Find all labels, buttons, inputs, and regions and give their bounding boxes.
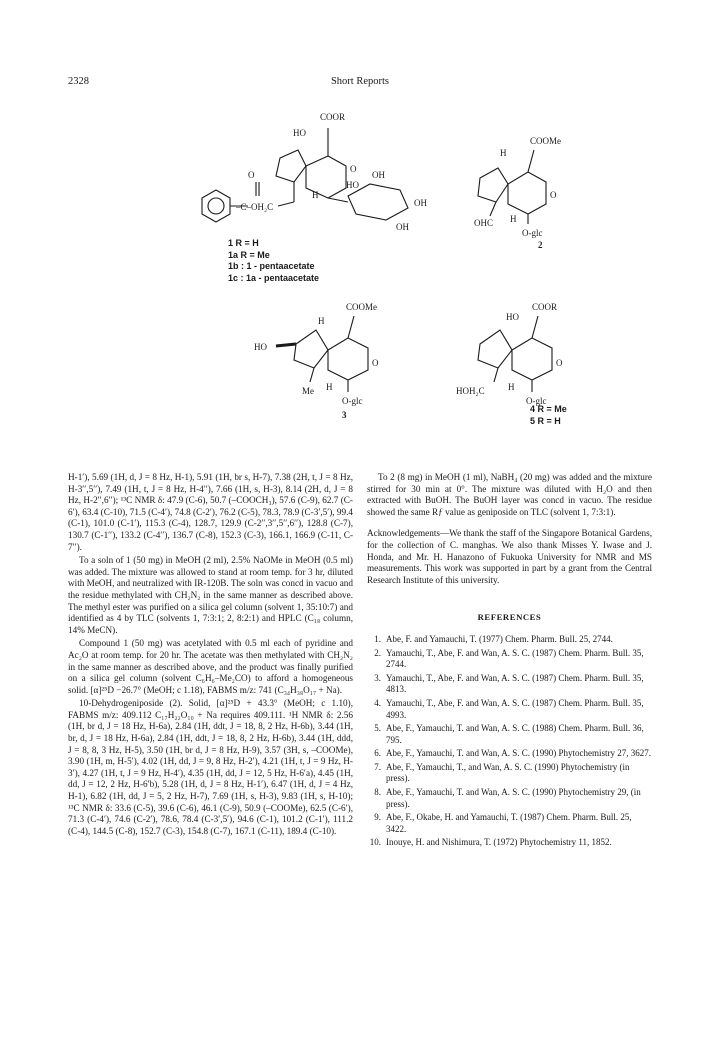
svg-text:O-glc: O-glc <box>522 228 543 238</box>
svg-text:O-glc: O-glc <box>342 396 363 406</box>
reference-number: 4. <box>374 697 381 708</box>
reference-number: 3. <box>374 672 381 683</box>
reference-text: Abe, F., Yamauchi, T. and Wan, A. S. C. (1990) Phytochemistry 27, 3627. <box>386 748 652 759</box>
svg-text:O: O <box>372 358 379 368</box>
benzene-ring <box>202 190 230 222</box>
svg-text:3: 3 <box>342 410 347 420</box>
reference-number: 7. <box>374 761 381 772</box>
right-column <box>367 472 652 851</box>
paragraph-acetylation: Compound 1 (50 mg) was acetylated with 0.5 ml each of pyridine and Ac₂O at room temp. for 20 hr. The acetate was then methylated with CH₂N₂ in the same manner as described above, and the product was finally purified on a silica gel column (solvent C₆H₆–Me₂CO) to afford a homogeneous solid. [α]²⁵D −26.7° (MeOH; c 1.18), FABMS m/z: 741 (C₃₄H₃₈O₁₇ + Na). <box>68 638 353 695</box>
svg-text:HO: HO <box>293 128 306 138</box>
svg-text:HOH₂C: HOH₂C <box>456 386 485 396</box>
svg-text:H: H <box>318 316 325 326</box>
cyclopentene-ring-4 <box>478 330 512 368</box>
svg-text:OHC: OHC <box>474 218 494 228</box>
reference-item <box>367 748 652 760</box>
reference-number: 6. <box>374 748 381 759</box>
svg-text:H: H <box>312 190 319 200</box>
svg-text:O: O <box>248 170 255 180</box>
reference-text: Yamauchi, T., Abe, F. and Wan, A. S. C. (1987) Chem. Pharm. Bull. 35, 4993. <box>386 697 644 720</box>
running-title: Short Reports <box>330 76 390 87</box>
reference-number: 10. <box>369 837 381 848</box>
reference-item <box>367 634 652 646</box>
compound-legend <box>228 238 319 284</box>
paragraph-reduction: To 2 (8 mg) in MeOH (1 ml), NaBH₄ (20 mg) was added and the mixture stirred for 30 min at 0°. The mixture was diluted with H₂O and then extracted with BuOH. The BuOH layer was concd in vacuo. The residue showed the same Rƒ value as geniposide on TLC (solvent 1, 7:3:1). <box>367 472 652 517</box>
svg-text:OH: OH <box>414 198 427 208</box>
reference-text: Abe, F., Okabe, H. and Yamauchi, T. (1987) Chem. Pharm. Bull. 25, 3422. <box>386 812 632 834</box>
reference-text: Yamauchi, T., Abe, F. and Wan, A. S. C. (1987) Chem. Pharm. Bull. 35, 2744. <box>386 647 644 670</box>
svg-text:OH: OH <box>396 222 409 232</box>
svg-text:O-glc: O-glc <box>526 396 547 406</box>
reference-number: 2. <box>374 647 381 658</box>
label-coor-1: COOR <box>320 112 346 122</box>
compound-45-legend <box>530 404 567 427</box>
svg-text:O: O <box>350 164 357 174</box>
reference-number: 1. <box>374 633 381 644</box>
page-number: 2328 <box>68 76 89 87</box>
svg-text:2: 2 <box>538 240 543 250</box>
svg-text:COOMe: COOMe <box>346 302 377 312</box>
svg-text:O: O <box>550 190 557 200</box>
reference-text: Abe, F., Yamauchi, T. and Wan, A. S. C. (1988) Chem. Pharm. Bull. 36, 795. <box>386 723 644 745</box>
paragraph-compound-2: 10-Dehydrogeniposide (2). Solid, [α]²⁵D + 43.3° (MeOH; c 1.10), FABMS m/z: 409.112 C₁₇H₂₂O₁₀ + Na requires 409.111. ¹H NMR δ: 2.56 (1H, br d, J = 18 Hz, H-6a), 2.84 (1H, ddt, J = 18, 8, 2 Hz, H-6b), 3.44 (1H, br, d, J = 18 Hz, H-6a), 2.84 (1H, ddt, J = 18, 8, 2 Hz, H-6b), 3.44 (1H, ddd, J = 8, 8, 3 Hz, H-5), 3.50 (1H, br d, J = 8 Hz, H-9), 3.57 (3H, s, –COOMe), 3.90 (1H, m, H-5′), 4.02 (1H, dd, J = 9, 8 Hz, H-2′), 4.21 (1H, t, J = 9 Hz, H-3′), 4.27 (1H, t, J = 9 Hz, H-4′), 4.35 (1H, dd, J = 12, 5 Hz, H-6′a), 4.45 (1H, dd, J = 12, 2 Hz, H-6′b), 5.28 (1H, d, J = 8 Hz, H-1′), 6.47 (1H, d, J = 4 Hz, H-1), 6.82 (1H, dd, J = 5, 2 Hz, H-7), 7.69 (1H, s, H-3), 9.83 (1H, s, H-10); ¹³C NMR δ: 33.6 (C-5), 39.6 (C-6), 46.1 (C-9), 50.9 (–COOMe), 62.5 (C-6′), 71.3 (C-4′), 74.6 (C-2′), 78.6, 78.4 (C-3′,5′), 94.6 (C-1), 101.2 (C-1′), 111.2 (C-4), 144.5 (C-8), 152.7 (C-3), 154.8 (C-7), 167.1 (C-11), 189.4 (C-10). <box>68 698 353 836</box>
svg-text:–C–OH₂C: –C–OH₂C <box>236 202 274 212</box>
svg-text:HO: HO <box>506 312 519 322</box>
reference-text: Abe, F., Yamauchi, T., and Wan, A. S. C. (1990) Phytochemistry (in press). <box>386 761 630 784</box>
reference-item <box>367 648 652 671</box>
legend-line: 1c : 1a - pentaacetate <box>228 272 320 283</box>
svg-text:H: H <box>508 382 515 392</box>
structures-svg <box>150 98 610 443</box>
legend-line: 1a R = Me <box>228 249 270 260</box>
reference-item <box>367 673 652 696</box>
reference-text: Abe, F., Yamauchi, T. and Wan, A. S. C. (1990) Phytochemistry 29, (in press). <box>386 787 641 809</box>
references-list <box>367 634 652 849</box>
acknowledgements: Acknowledgements—We thank the staff of the Singapore Botanical Gardens, for the collection of C. manghas. We also thank Misses Y. Iwase and J. Honda, and Mr. H. Hanazono of Fukuoka University for NMR and MS measurements. This work was supported in part by a grant from the Central Research Institute of this university. <box>367 528 652 585</box>
reference-item <box>367 762 652 785</box>
cyclopentene-ring-1 <box>276 150 306 182</box>
svg-text:H: H <box>510 214 517 224</box>
legend-line: 5 R = H <box>530 415 561 426</box>
svg-text:HO: HO <box>254 342 267 352</box>
svg-text:OH: OH <box>372 170 385 180</box>
reference-text: Abe, F. and Yamauchi, T. (1977) Chem. Pharm. Bull. 25, 2744. <box>386 633 613 644</box>
svg-text:COOMe: COOMe <box>530 136 561 146</box>
left-column <box>68 472 353 839</box>
svg-text:H: H <box>326 382 333 392</box>
cyclopentane-ring-3 <box>294 330 328 368</box>
reference-item <box>367 837 652 849</box>
reference-text: Inouye, H. and Nishimura, T. (1972) Phytochemistry 11, 1852. <box>386 837 612 848</box>
reference-number: 9. <box>374 812 381 823</box>
svg-text:COOR: COOR <box>532 302 558 312</box>
paragraph-methylation: To a soln of 1 (50 mg) in MeOH (2 ml), 2.5% NaOMe in MeOH (0.5 ml) was added. The mixture was allowed to stand at room temp. for 3 hr, diluted with MeOH, and neutralized with IR-120B. The soln was concd in vacuo and the residue methylated with CH₂N₂ in the same manner as described above. The methyl ester was purified on a silica gel column (solvent 1, 35:10:7) and identified as 4 by TLC (solvents 1, 7:3:1; 2, 8:2:1) and HPLC (C₁₈ column, 14% MeCN). <box>68 555 353 635</box>
reference-item <box>367 698 652 721</box>
cyclopentene-ring-2 <box>478 168 508 202</box>
reference-item <box>367 787 652 810</box>
reference-item <box>367 723 652 746</box>
legend-line: 1b : 1 - pentaacetate <box>228 261 315 271</box>
svg-text:H: H <box>500 148 507 158</box>
reference-number: 5. <box>374 723 381 734</box>
paragraph-nmr-1: H-1′), 5.69 (1H, d, J = 8 Hz, H-1), 5.91 (1H, br s, H-7), 7.38 (2H, t, J = 8 Hz, H-3′′,5′′), 7.49 (1H, t, J = 8 Hz, H-4′′), 7.66 (1H, s, H-3), 8.14 (2H, d, J = 8 Hz, H-2′′,6′′); ¹³C NMR δ: 47.9 (C-6), 50.7 (–COOCH₃), 57.6 (C-9), 62.7 (C-6′), 63.4 (C-10), 71.5 (C-4′), 74.8 (C-2′), 76.2 (C-5), 78.3, 78.9 (C-3′,5′), 99.4 (C-1), 101.0 (C-1′), 115.3 (C-4), 128.7, 129.9 (C-2′′,3′′,5′′,6′′), 128.8 (C-7), 130.7 (C-1′′), 133.2 (C-4′′), 136.7 (C-8), 152.3 (C-3), 166.1, 166.9 (C-11, C-7′′). <box>68 472 353 552</box>
svg-text:O: O <box>556 358 563 368</box>
reference-item <box>367 812 652 835</box>
svg-text:HO: HO <box>346 180 359 190</box>
references-heading: REFERENCES <box>477 612 542 623</box>
reference-text: Yamauchi, T., Abe, F. and Wan, A. S. C. (1987) Chem. Pharm. Bull. 35, 4813. <box>386 672 644 695</box>
reference-number: 8. <box>374 787 381 798</box>
legend-line: 1 R = H <box>228 238 259 248</box>
chemical-structures-figure <box>150 98 610 443</box>
legend-line: 4 R = Me <box>530 404 567 414</box>
svg-text:Me: Me <box>302 386 314 396</box>
